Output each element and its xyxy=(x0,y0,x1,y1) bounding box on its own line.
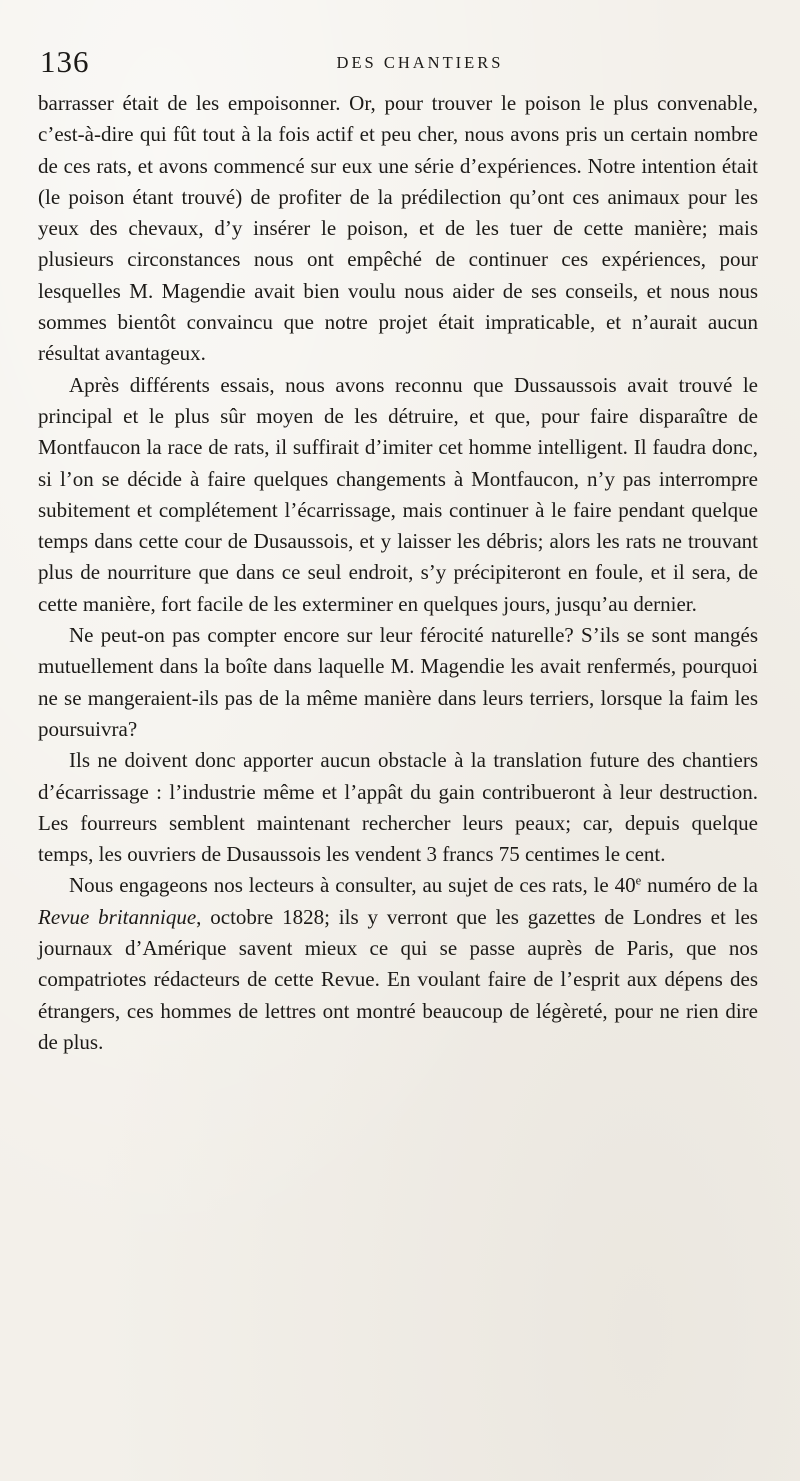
paragraph-5-text-a: Nous engageons nos lecteurs à consulter, au sujet de ces rats, le 40 xyxy=(69,873,636,898)
page-header xyxy=(40,38,760,88)
running-head: DES CHANTIERS xyxy=(336,53,504,72)
paragraph-4: Ils ne doivent donc apporter aucun obstacle à la translation future des chantiers d’écarrissage : l’industrie même et l’appât du gain contribueront à leur destruction. Les fourreurs semblent maintenant rechercher leurs peaux; car, depuis quelque temps, les ouvriers de Dusaussois les vendent 3 francs 75 centimes le cent. xyxy=(38,748,758,867)
body-text xyxy=(38,88,758,1058)
paragraph-3: Ne peut-on pas compter encore sur leur férocité naturelle? S’ils se sont mangés mutuellement dans la boîte dans laquelle M. Magendie les avait renfermés, pourquoi ne se mangeraient-ils pas de la même manière dans leurs terriers, lorsque la faim les poursuivra? xyxy=(38,623,758,741)
paragraph-1: barrasser était de les empoisonner. Or, pour trouver le poison le plus convenable, c’est-à-dire qui fût tout à la fois actif et peu cher, nous avons pris un certain nombre de ces rats, et avons commencé sur eux une série d’expériences. Notre intention était (le poison étant trouvé) de profiter de la prédilection qu’ont ces animaux pour les yeux des chevaux, d’y insérer le poison, et de les tuer de cette manière; mais plusieurs circonstances nous ont empêché de continuer ces expériences, pour lesquelles M. Magendie avait bien voulu nous aider de ses conseils, et nous nous sommes bientôt convaincu que notre projet était impraticable, et n’aurait aucun résultat avantageux. xyxy=(38,91,758,366)
paragraph-5-text-b: numéro de la xyxy=(641,873,758,898)
page-number: 136 xyxy=(40,44,90,79)
paragraph-2: Après différents essais, nous avons reconnu que Dussaussois avait trouvé le principal et le plus sûr moyen de les détruire, et que, pour faire disparaître de Montfaucon la race de rats, il suffirait d’imiter cet homme intelligent. Il faudra donc, si l’on se décide à faire quelques changements à Montfaucon, n’y pas interrompre subitement et complétement l’écarrissage, mais continuer à le faire pendant quelque temps dans cette cour de Dusaussois, et y laisser les débris; alors les rats ne trouvant plus de nourriture que dans ce seul endroit, s’y précipiteront en foule, et il sera, de cette manière, fort facile de les exterminer en quelques jours, jusqu’au dernier. xyxy=(38,372,758,616)
journal-title: Revue britannique xyxy=(38,904,197,929)
paragraph-5 xyxy=(38,870,758,1058)
ordinal-superscript: e xyxy=(635,873,642,888)
paragraph-5-text-c: , octobre 1828; ils y verront que les gazettes de Londres et les journaux d’Amérique savent mieux ce qui se passe auprès de Paris, que nos compatriotes rédacteurs de cette Revue. En voulant faire de l’esprit aux dépens des étrangers, ces hommes de lettres ont montré beaucoup de légèreté, pour ne rien dire de plus. xyxy=(38,904,758,1054)
